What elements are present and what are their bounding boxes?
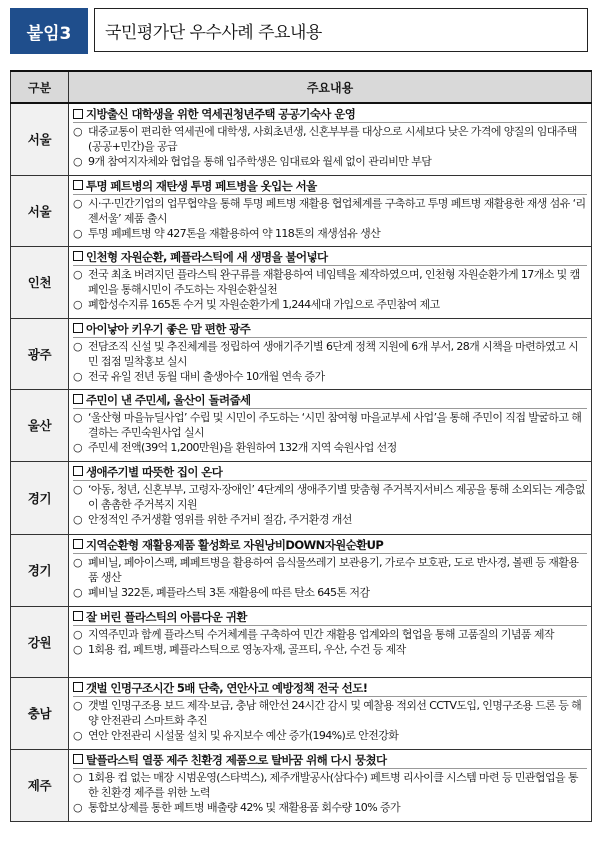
region-cell: 충남 <box>11 677 69 749</box>
column-header-content: 주요내용 <box>69 71 592 103</box>
case-bullet: ○ 안정적인 주거생활 영위를 위한 주거비 절감, 주거환경 개선 <box>73 512 352 526</box>
checkbox-square-icon <box>73 611 83 621</box>
case-bullet: ○ ‘아동, 청년, 신혼부부, 고령자·장애인’ 4단계의 생애주기별 맞춤형 주거복지서비스 제공을 통해 소외되는 계층없이 촘촘한 주거복지 지원 <box>73 482 585 511</box>
case-bullet: ○ ‘울산형 마을뉴딜사업’ 수립 및 시민이 주도하는 ‘시민 참여형 마을교부세 사업’을 통해 주민이 직접 발굴하고 해결하는 주민숙원사업 실시 <box>73 410 582 439</box>
table-row <box>11 461 592 534</box>
table-row <box>11 749 592 821</box>
column-header-region: 구분 <box>11 71 69 103</box>
checkbox-square-icon <box>73 109 83 119</box>
page-title: 국민평가단 우수사례 주요내용 <box>105 22 322 43</box>
case-bullet: ○ 전국 최초 버려지던 플라스틱 완구류를 재활용하여 네임텍을 제작하였으며, 인천형 자원순환가게 17개소 및 캠페인을 통해시민이 주도하는 자원순환실천 <box>73 267 580 296</box>
circle-bullet-icon: ○ <box>73 410 82 424</box>
case-bullet: ○ 전담조직 신설 및 추진체계를 정립하여 생애기주기별 6단계 정책 지원에 6개 부서, 28개 시책을 마련하였고 시민 접점 밀착홍보 실시 <box>73 339 579 368</box>
checkbox-square-icon <box>73 682 83 692</box>
case-bullet: ○ 투명 페페트병 약 427톤을 재활용하여 약 118톤의 재생섬유 생산 <box>73 226 381 240</box>
case-bullet: ○ 폐비닐 322톤, 폐플라스틱 3톤 재활용에 따른 탄소 645톤 저감 <box>73 585 370 599</box>
circle-bullet-icon: ○ <box>73 297 82 311</box>
case-bullet: ○ 통합보상제를 통한 페트병 배출량 42% 및 재활용품 회수량 10% 증가 <box>73 800 400 814</box>
case-bullet: ○ 대중교통이 편리한 역세권에 대학생, 사회초년생, 신혼부부를 대상으로 시세보다 낮은 가격에 양질의 임대주택(공공+민간)을 공급 <box>73 125 577 153</box>
content-cell <box>69 749 592 821</box>
content-cell <box>69 246 592 318</box>
page-header <box>10 8 592 54</box>
table-row <box>11 534 592 606</box>
case-bullet: ○ 주민세 전액(39억 1,200만원)을 환원하여 132개 지역 숙원사업 선정 <box>73 440 397 454</box>
table-row <box>11 677 592 749</box>
checkbox-square-icon <box>73 394 83 404</box>
circle-bullet-icon: ○ <box>73 555 82 569</box>
content-cell <box>69 534 592 606</box>
content-cell <box>69 389 592 461</box>
content-cell <box>69 461 592 534</box>
case-title: 투명 페트병의 재탄생 투명 페트병을 옷입는 서울 <box>73 178 587 195</box>
case-title: 갯벌 인명구조시간 5배 단축, 연안사고 예방정책 전국 선도! <box>73 680 587 697</box>
circle-bullet-icon: ○ <box>73 698 82 712</box>
region-cell: 경기 <box>11 534 69 606</box>
table-header-row <box>11 71 592 103</box>
page-title-box <box>94 8 588 52</box>
circle-bullet-icon: ○ <box>73 627 82 641</box>
case-bullet: ○ 폐비닐, 페아이스팩, 폐페트병을 활용하여 음식물쓰레기 보관용기, 가로수 보호판, 도로 반사경, 볼펜 등 재활용품 생산 <box>73 555 579 584</box>
checkbox-square-icon <box>73 323 83 333</box>
checkbox-square-icon <box>73 466 83 476</box>
best-practices-table <box>10 70 592 822</box>
case-bullet: ○ 전국 유일 전년 동월 대비 출생아수 10개월 연속 증가 <box>73 369 325 383</box>
region-cell: 인천 <box>11 246 69 318</box>
circle-bullet-icon: ○ <box>73 440 82 454</box>
case-bullet: ○ 지역주민과 함께 플라스틱 수거체계를 구축하여 민간 재활용 업계와의 협업을 통해 고품질의 기념품 제작 <box>73 627 554 641</box>
table-row <box>11 389 592 461</box>
region-cell: 강원 <box>11 606 69 677</box>
case-title: 지방출신 대학생을 위한 역세권청년주택 공공기숙사 운영 <box>73 106 587 123</box>
case-title: 아이낳아 키우기 좋은 맘 편한 광주 <box>73 321 587 338</box>
checkbox-square-icon <box>73 539 83 549</box>
region-cell: 경기 <box>11 461 69 534</box>
content-cell <box>69 677 592 749</box>
circle-bullet-icon: ○ <box>73 642 82 656</box>
checkbox-square-icon <box>73 180 83 190</box>
circle-bullet-icon: ○ <box>73 196 82 210</box>
case-title: 탈플라스틱 열풍 제주 친환경 제품으로 탈바꿈 위해 다시 뭉쳤다 <box>73 752 587 769</box>
case-bullet: ○ 1회용 컵, 페트병, 폐플라스틱으로 영농자재, 골프티, 우산, 수건 등 제작 <box>73 642 406 656</box>
circle-bullet-icon: ○ <box>73 585 82 599</box>
table-row <box>11 606 592 677</box>
circle-bullet-icon: ○ <box>73 125 82 138</box>
table-row <box>11 318 592 389</box>
circle-bullet-icon: ○ <box>73 800 82 814</box>
case-bullet: ○ 시·구·민간기업의 업무협약을 통해 투명 페트병 재활용 협업체계를 구축하고 투명 페트병 재활용한 재생 섬유 ‘리젠서울’ 제품 출시 <box>73 196 586 225</box>
content-cell <box>69 318 592 389</box>
table-row <box>11 175 592 246</box>
circle-bullet-icon: ○ <box>73 369 82 383</box>
case-title: 지역순환형 재활용제품 활성화로 자원낭비DOWN자원순환UP <box>73 537 587 554</box>
case-title: 생애주기별 따뜻한 집이 온다 <box>73 464 587 481</box>
table-row <box>11 103 592 175</box>
checkbox-square-icon <box>73 251 83 261</box>
circle-bullet-icon: ○ <box>73 770 82 784</box>
region-cell: 서울 <box>11 103 69 175</box>
case-bullet: ○ 1회용 컵 없는 매장 시범운영(스타벅스), 제주개발공사(삼다수) 페트병 리사이클 시스템 마련 등 민관협업을 통한 친환경 제주를 위한 노력 <box>73 770 578 799</box>
checkbox-square-icon <box>73 754 83 764</box>
circle-bullet-icon: ○ <box>73 339 82 353</box>
circle-bullet-icon: ○ <box>73 267 82 281</box>
content-cell <box>69 103 592 175</box>
table-row <box>11 246 592 318</box>
circle-bullet-icon: ○ <box>73 155 82 168</box>
circle-bullet-icon: ○ <box>73 512 82 526</box>
region-cell: 광주 <box>11 318 69 389</box>
case-title: 잘 버린 플라스틱의 아름다운 귀환 <box>73 609 587 626</box>
case-bullet: ○ 연안 안전관리 시설물 설치 및 유지보수 예산 증가(194%)로 안전강화 <box>73 728 399 742</box>
circle-bullet-icon: ○ <box>73 482 82 496</box>
case-bullet: ○ 9개 참여지자체와 협업을 통해 입주학생은 임대료와 월세 없이 관리비만 부담 <box>73 155 432 168</box>
region-cell: 제주 <box>11 749 69 821</box>
content-cell <box>69 606 592 677</box>
case-title: 주민이 낸 주민세, 울산이 돌려줍세 <box>73 392 587 409</box>
region-cell: 울산 <box>11 389 69 461</box>
circle-bullet-icon: ○ <box>73 728 82 742</box>
circle-bullet-icon: ○ <box>73 226 82 240</box>
case-title: 인천형 자원순환, 폐플라스틱에 새 생명을 불어넣다 <box>73 249 587 266</box>
region-cell: 서울 <box>11 175 69 246</box>
case-bullet: ○ 폐합성수지류 165톤 수거 및 자원순환가게 1,244세대 가입으로 주민참여 제고 <box>73 297 440 311</box>
case-bullet: ○ 갯벌 인명구조용 보드 제작·보급, 충남 해안선 24시간 감시 및 예찰용 적외선 CCTV도입, 인명구조용 드론 등 해양 안전관리 스마트화 추진 <box>73 698 582 727</box>
content-cell <box>69 175 592 246</box>
attachment-badge: 붙임3 <box>10 8 88 54</box>
